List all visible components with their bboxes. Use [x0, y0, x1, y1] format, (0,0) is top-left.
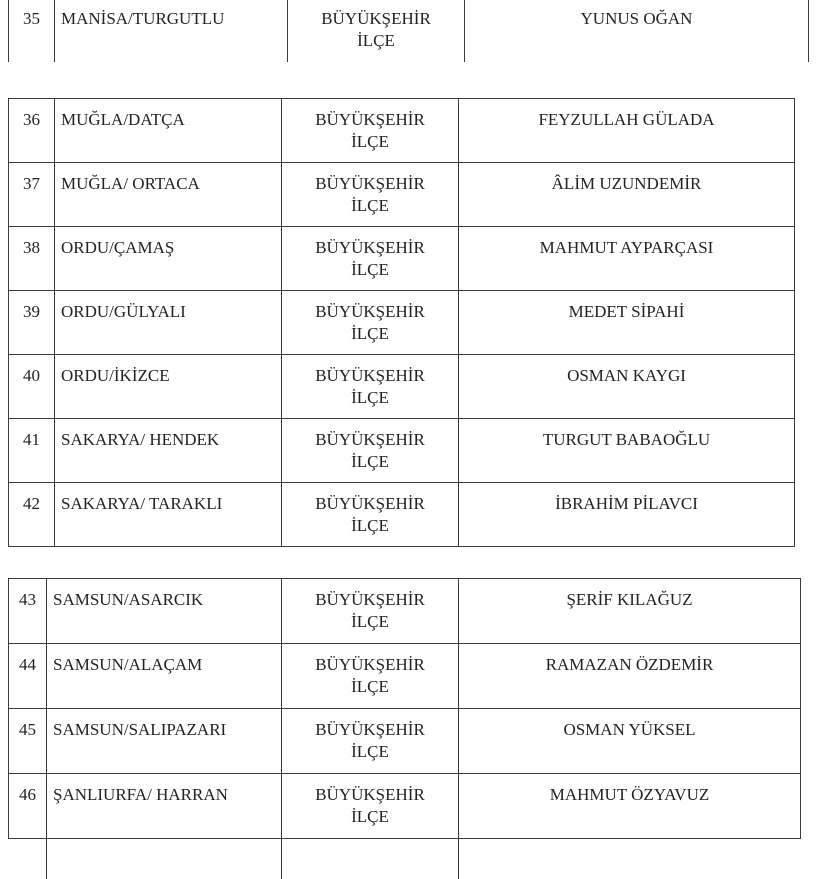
row-place: ORDU/ÇAMAŞ	[55, 227, 282, 291]
page-break-gap	[0, 62, 831, 88]
row-type: BÜYÜKŞEHİR İLÇE	[282, 163, 459, 227]
column-divider	[281, 839, 282, 879]
row-place: ORDU/İKİZCE	[55, 355, 282, 419]
row-place: SAMSUN/ALAÇAM	[47, 644, 282, 709]
row-name: OSMAN YÜKSEL	[459, 709, 801, 774]
row-name: ÂLİM UZUNDEMİR	[459, 163, 795, 227]
table-row	[9, 291, 795, 355]
row-type: BÜYÜKŞEHİR İLÇE	[282, 644, 459, 709]
row-type: BÜYÜKŞEHİR İLÇE	[282, 774, 459, 839]
row-type: BÜYÜKŞEHİR İLÇE	[282, 355, 459, 419]
row-name: İBRAHİM PİLAVCI	[459, 483, 795, 547]
row-number: 39	[9, 291, 55, 355]
row-name: MAHMUT AYPARÇASI	[459, 227, 795, 291]
row-number: 40	[9, 355, 55, 419]
row-number: 43	[9, 579, 47, 644]
row-name: OSMAN KAYGI	[459, 355, 795, 419]
row-number: 46	[9, 774, 47, 839]
table-row	[9, 355, 795, 419]
column-divider	[458, 839, 459, 879]
row-place: ŞANLIURFA/ HARRAN	[47, 774, 282, 839]
table-row	[9, 99, 795, 163]
row-name: YUNUS OĞAN	[465, 0, 809, 64]
row-type: BÜYÜKŞEHİR İLÇE	[282, 99, 459, 163]
row-name: RAMAZAN ÖZDEMİR	[459, 644, 801, 709]
row-number: 36	[9, 99, 55, 163]
table-row	[9, 483, 795, 547]
row-number: 37	[9, 163, 55, 227]
table-row	[9, 227, 795, 291]
next-row-partial	[8, 838, 800, 879]
row-type: BÜYÜKŞEHİR İLÇE	[282, 419, 459, 483]
row-place: MANİSA/TURGUTLU	[55, 0, 288, 64]
table-row	[9, 0, 809, 64]
table-row	[9, 644, 801, 709]
row-place: ORDU/GÜLYALI	[55, 291, 282, 355]
row-number: 41	[9, 419, 55, 483]
table-row	[9, 163, 795, 227]
row-place: SAKARYA/ HENDEK	[55, 419, 282, 483]
row-number: 38	[9, 227, 55, 291]
row-name: TURGUT BABAOĞLU	[459, 419, 795, 483]
table-fragment-1	[8, 0, 809, 65]
table-fragment-2	[8, 98, 795, 547]
row-number: 35	[9, 0, 55, 64]
row-name: ŞERİF KILAĞUZ	[459, 579, 801, 644]
row-place: MUĞLA/DATÇA	[55, 99, 282, 163]
row-type: BÜYÜKŞEHİR İLÇE	[288, 0, 465, 64]
table-fragment-3	[8, 578, 801, 839]
row-name: FEYZULLAH GÜLADA	[459, 99, 795, 163]
row-type: BÜYÜKŞEHİR İLÇE	[282, 291, 459, 355]
row-place: MUĞLA/ ORTACA	[55, 163, 282, 227]
row-name: MEDET SİPAHİ	[459, 291, 795, 355]
row-type: BÜYÜKŞEHİR İLÇE	[282, 483, 459, 547]
row-number: 45	[9, 709, 47, 774]
row-type: BÜYÜKŞEHİR İLÇE	[282, 227, 459, 291]
table-row	[9, 774, 801, 839]
column-divider	[46, 839, 47, 879]
row-place: SAMSUN/SALIPAZARI	[47, 709, 282, 774]
row-type: BÜYÜKŞEHİR İLÇE	[282, 579, 459, 644]
table-row	[9, 419, 795, 483]
table-row	[9, 579, 801, 644]
row-number: 42	[9, 483, 55, 547]
row-type: BÜYÜKŞEHİR İLÇE	[282, 709, 459, 774]
row-place: SAMSUN/ASARCIK	[47, 579, 282, 644]
row-number: 44	[9, 644, 47, 709]
row-name: MAHMUT ÖZYAVUZ	[459, 774, 801, 839]
row-place: SAKARYA/ TARAKLI	[55, 483, 282, 547]
table-row	[9, 709, 801, 774]
page-break-gap	[0, 549, 831, 578]
